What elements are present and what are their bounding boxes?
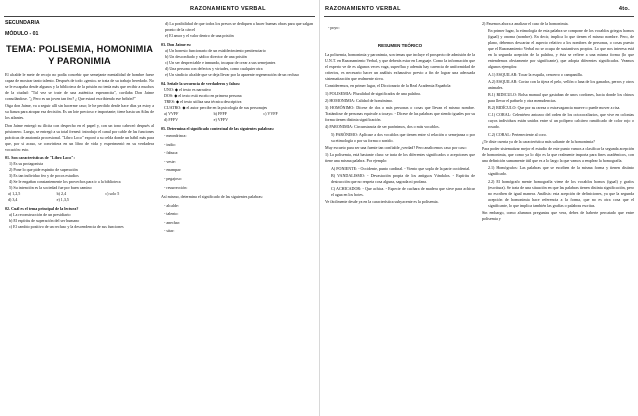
question-1-number: 01.: [5, 154, 11, 160]
right-header-grade: 4to.: [618, 6, 630, 12]
q2-item: a) La reconstrucción de un presidiario: [9, 211, 71, 217]
homonym-example: C.2) CORAL: Perteneciente al coro.: [488, 131, 547, 137]
q1-item: 5) Su intención es la sociedad fue por buen camino: [9, 184, 92, 190]
q4-option[interactable]: e) VFFV: [213, 117, 229, 122]
intro-paragraph-3: Don Jaime entregó su ilícita con despecho en el papel y, con un tono cabeceó después al prisionero. Luego, se entregó a su total frenesí: introdujo el canal por cable de las funciones prácticas de anatomía procesional. "Libro Loco" exporó a su celda donde un hábil más para que, por si acaso, se convirtiera en un libro de vida y experimentó en su verdadera vocación: esto.: [5, 122, 154, 152]
q5-word[interactable]: - pegajoso:: [164, 175, 182, 181]
q1-item: 3) Es tan individuo feo y de pocos estudios: [9, 172, 79, 178]
q4-item: DOS: ◆ el texto está escrito en primera persona: [164, 93, 242, 98]
homonym-example: B.1) RIDICULO: Bolsa manual que gastaban de unos cordones, hacia donde los chinos para llevar el pañuelo y otra menudencias.: [488, 91, 634, 103]
right-header-rule: [324, 16, 634, 17]
q4-option[interactable]: c) VVFF: [263, 111, 278, 116]
q6-word[interactable]: - poyo:: [328, 25, 340, 30]
q1-item: 4) Se le engañan constantemente los provechos para ir a la biblioteca: [9, 178, 121, 184]
definition: 3) HOMÓNIMO: Dícese de dos o más personas o cosas que llevan el mismo nombre. Tratándose de personas equivale a tocayo. - Dícese de las palabras que siendo iguales por su forma tienen distinta significación.: [325, 105, 475, 123]
q5-word[interactable]: - veste:: [164, 158, 176, 164]
homonimia-question: ¿Te diste cuenta ya de la característica más saltante de la homonimia?: [482, 138, 595, 144]
q1-option[interactable]: c) solo 5: [105, 190, 120, 196]
q4-option[interactable]: a) VVFF: [164, 111, 179, 116]
q3-item: e) Un sindicio alcalde que se deja llevar por la aparente regeneración de un recluso: [165, 72, 300, 77]
q1-option[interactable]: b) 2,4: [56, 190, 67, 196]
left-column-1: [5, 21, 154, 230]
q5-word[interactable]: - indio:: [164, 141, 176, 147]
q4-options: [161, 111, 313, 123]
q3-item: c) Un ser despreciable e inmundo, incapaz de crear a sus semejantes: [165, 60, 276, 65]
closing-paragraph: Sin embargo, como alumnos preguntas que vera, debes de haberte percatado que entre polisemia y: [482, 209, 634, 221]
q5-word-list: [161, 132, 313, 192]
question-5-text: Determina el significado contextual de las siguientes palabras:: [167, 126, 275, 131]
question-2-text: Cuál es el tema principal de la lectura?: [11, 205, 79, 211]
q1-item: 2) Pone lo que pide espinito de superación: [9, 166, 78, 172]
right-header-title: RAZONAMIENTO VERBAL: [325, 6, 401, 12]
q6-word[interactable]: - talento:: [164, 211, 179, 217]
left-column-2: [161, 21, 313, 236]
intro-paragraph-2: Otga don Jaime, va a seguir allí sin hacerme caso; le he perdido desde hace días ya estoy a su fianza para atrapar esa decisión. Es un lote precioso e importante; tiene hasta un Atlas de los atlantes.: [5, 103, 154, 121]
topic-title: TEMA: POLISEMIA, HOMONIMIA Y PARONIMIA: [5, 44, 154, 66]
q1-option[interactable]: d) 3,4: [8, 196, 18, 202]
module-label: MÓDULO - 01: [5, 31, 39, 37]
analysis-intro: Muy escueto para ser una fuente tan confiable ¿verdad? Pero analicemos caso por caso:: [325, 144, 467, 150]
q6-word[interactable]: - anechar:: [164, 219, 181, 225]
theory-intro-2: Consideremos, en primer lugar, el Diccionario de la Real Academia Española:: [325, 83, 452, 89]
q4-item: TRES: ◆ el texto utiliza una técnica descriptiva: [164, 99, 242, 104]
theory-heading: RESUMEN TEÓRICO: [377, 43, 423, 48]
right-column-3: [325, 21, 475, 206]
q2-item: b) El espíritu de superación del ser humano: [9, 217, 80, 223]
homonym-example: A.2) ESQUILAR: Cortar con la tijera el pelo, vellón o lana de los ganados, perros y otros animales.: [488, 78, 634, 90]
homonym-example: C.1) CORAL: Celentéreo antozoo del orden de los octocoraliarios, que vive en colonias cuyos individuos están unidos entre sí un polipero calcáreo ramificado de color rojo o rosado.: [488, 112, 634, 130]
homonimia-intro: 2) Pasemos ahora a analizar el caso de la homonimia.: [482, 21, 569, 26]
definition: 2) HOMONIMIA: Calidad de homónimo.: [325, 97, 394, 103]
homography-rule: 2.1) Homógrafos: Las palabras que se escriben de la misma forma y tienen distinto significado.: [488, 165, 634, 177]
definition: 4) PARONIMIA: Circunstancia de ser parónimos, dos o más vocablos.: [325, 124, 440, 130]
question-2-number: 02.: [5, 205, 11, 211]
q1-option[interactable]: a) 1,2,5: [8, 190, 21, 196]
left-header-rule: [4, 16, 315, 17]
grade-label: SECUNDARIA: [5, 20, 40, 26]
question-4-text: Señale la secuencia de verdaderos y falsos:: [167, 81, 241, 86]
question-1-text: Son características de "Libro Loco":: [11, 154, 75, 160]
q6-word[interactable]: - alcalde:: [164, 202, 179, 208]
question-3-number: 03.: [161, 42, 167, 47]
q6-intro: Así mismo, determina el significado de las siguientes palabras:: [161, 194, 263, 200]
q4-item: CUATRO: ◆ el autor percibe en la psicología de sus personajes: [164, 105, 268, 110]
homonimia-explanation: Para poder sistematizar mejor el estudio de este punto vamos a clasificar la segunda acepción de homonimia, que como ya lo dijo es la que realmente importa para fines académicos, con una definición sumamente útil que es a lo largo la que vamos a emplear la homografía.: [482, 146, 634, 164]
q5-word[interactable]: - fabuca:: [164, 150, 179, 156]
right-page: [319, 0, 638, 416]
homonym-example: A.1) ESQUILAR: Tocar la esquila, cencerro o campanilla.: [488, 71, 583, 77]
q2-item: d) La posibilidad de que todos los presos se dediquen a hacer buenas obras para que salgan pronto de la cárcel: [165, 21, 313, 32]
q5-word[interactable]: - resurrección:: [164, 184, 188, 190]
question-5-number: 05.: [161, 126, 167, 131]
question-4-number: 04.: [161, 81, 167, 86]
q5-word[interactable]: - enampar:: [164, 167, 182, 173]
left-header-title: RAZONAMIENTO VERBAL: [190, 6, 266, 12]
definition: 5) PARÓNIMO: Aplícase a dos vocablos que tienen entre sí relación o semejanza o por su etimología o por su forma o sonido.: [331, 131, 475, 143]
homonimia-paragraph: En primer lugar, la etimología de esta palabra se compone de los vocablos griegos homos (igual) y onoma (nombre). En decir, implica lo que tienen el mismo nombre. Pero, de plano, debemos descartar el aspecto relativo a los nombres de personas, o cosas puesto que el Razonamiento Verbal no se ocupa de sustantivos propios. Lo que nos interesa está en la segunda acepción de la palabra, y ésta se refiere a una misma forma (lo que entendemos obviamente por significante), que adopta diferentes significados. Veamos algunos ejemplos:: [488, 28, 634, 70]
polisemia-example: A) PONIENTE: - Occidente, punto cardinal. - Viento que sopla de la parte occidental.: [331, 165, 471, 171]
polisemia-rule: 1) La polisemia, está bastante clara: se trata de los diferentes significados o acepciones que tiene una misma palabra. Por ejemplo:: [325, 152, 475, 164]
right-column-4: [482, 21, 634, 223]
q3-item: b) Un desconfiado y sádico director de una prisión: [165, 54, 247, 59]
homography-rule: 2.2) El homógrafo mente homografía viene de los vocablos homos (igual) y grafos (escritura). Se trata de una situación en que las palabras tienen distinta significación, pero no escriben de igual manera. Análisis: esta acepción de definiciones, ya que la segunda acepción de homonimia hace referencia a la forma, que no es otra cosa que el significante, lo que implica también las grafías o palabras escritas.: [488, 178, 634, 208]
q6-word[interactable]: - sitar:: [164, 228, 175, 234]
theory-intro-1: La polisemia, homonimia y paronimia, son temas que incluye el prospecto de admisión de la U.N.T. en Razonamiento Verbal, y que deberás estar en Lenguaje. Como la información que el experto ve de es algunos veces vaga, superflua y además hay carencia de uniformidad de criterios, es necesario hacer un análisis exhaustivo previo a fin de lograr una adecuada sistematización que realmente sirva.: [325, 52, 475, 81]
q4-option[interactable]: b) FFFF: [213, 111, 228, 116]
q2-item: e) El amor y el valor dentro de una prisión: [165, 33, 234, 38]
q2-item: c) El cambio positivo de un recluso y la descendencia de sus funciones: [9, 223, 124, 229]
polisemia-example: C) ACHICADOR: - Que achica. - Especie de cuchara de madera que sirve para achicar el agua en los botes.: [331, 185, 475, 197]
question-3-text: Don Jaime es:: [167, 42, 192, 47]
q4-item: UNO: ◆ el texto es narrativo: [164, 87, 212, 92]
q3-item: a) Un honesto funcionario de un establecimiento penitenciario: [165, 48, 266, 53]
homonym-example: B.2) RIDÍCULO: Que por su rareza o extravagancia mueve o puede mover a risa.: [488, 105, 621, 111]
q1-options: [5, 191, 154, 203]
polisemia-note: Ve fácilmente desde ya en la característica subyacente es la polisemia.: [325, 199, 439, 205]
q1-option[interactable]: e) 1,3,5: [56, 196, 69, 202]
q4-option[interactable]: d) FFFV: [164, 117, 179, 122]
definition: 1) POLISEMIA: Pluralidad de significados de una palabra.: [325, 90, 421, 96]
polisemia-example: B) VANDALISMO: - Devastación propia de los antiguos Vándalos. - Espíritu de destrucción que no respeta cosa alguna, sagrada ni profana.: [331, 172, 475, 184]
q1-item: 1) Es su protagonista: [9, 160, 44, 166]
q6-word-list: [161, 202, 313, 236]
intro-paragraph-1: El alcalde le mete de recojo no podía concebir que semejante mentalidad de hombre fuese capaz de mostrar tanto talento. Después de todo «genio» se trata de su trabajo heredado. No se le escapaba desde algunos y la biblioteca de la prisión no tenía más que recibir a muchos de la ciudad: "Tal vez se trate de una auténtica esperancita", cavilaba Don Jaime consolándose. "¿ Pero es un joven tan feo? ¿ Que estará escribiendo ese bribón?": [5, 72, 154, 101]
q5-word[interactable]: - meondrinca:: [164, 133, 187, 138]
q3-item: d) Una persona con defectos y virtudes, como cualquier otra: [165, 66, 263, 71]
